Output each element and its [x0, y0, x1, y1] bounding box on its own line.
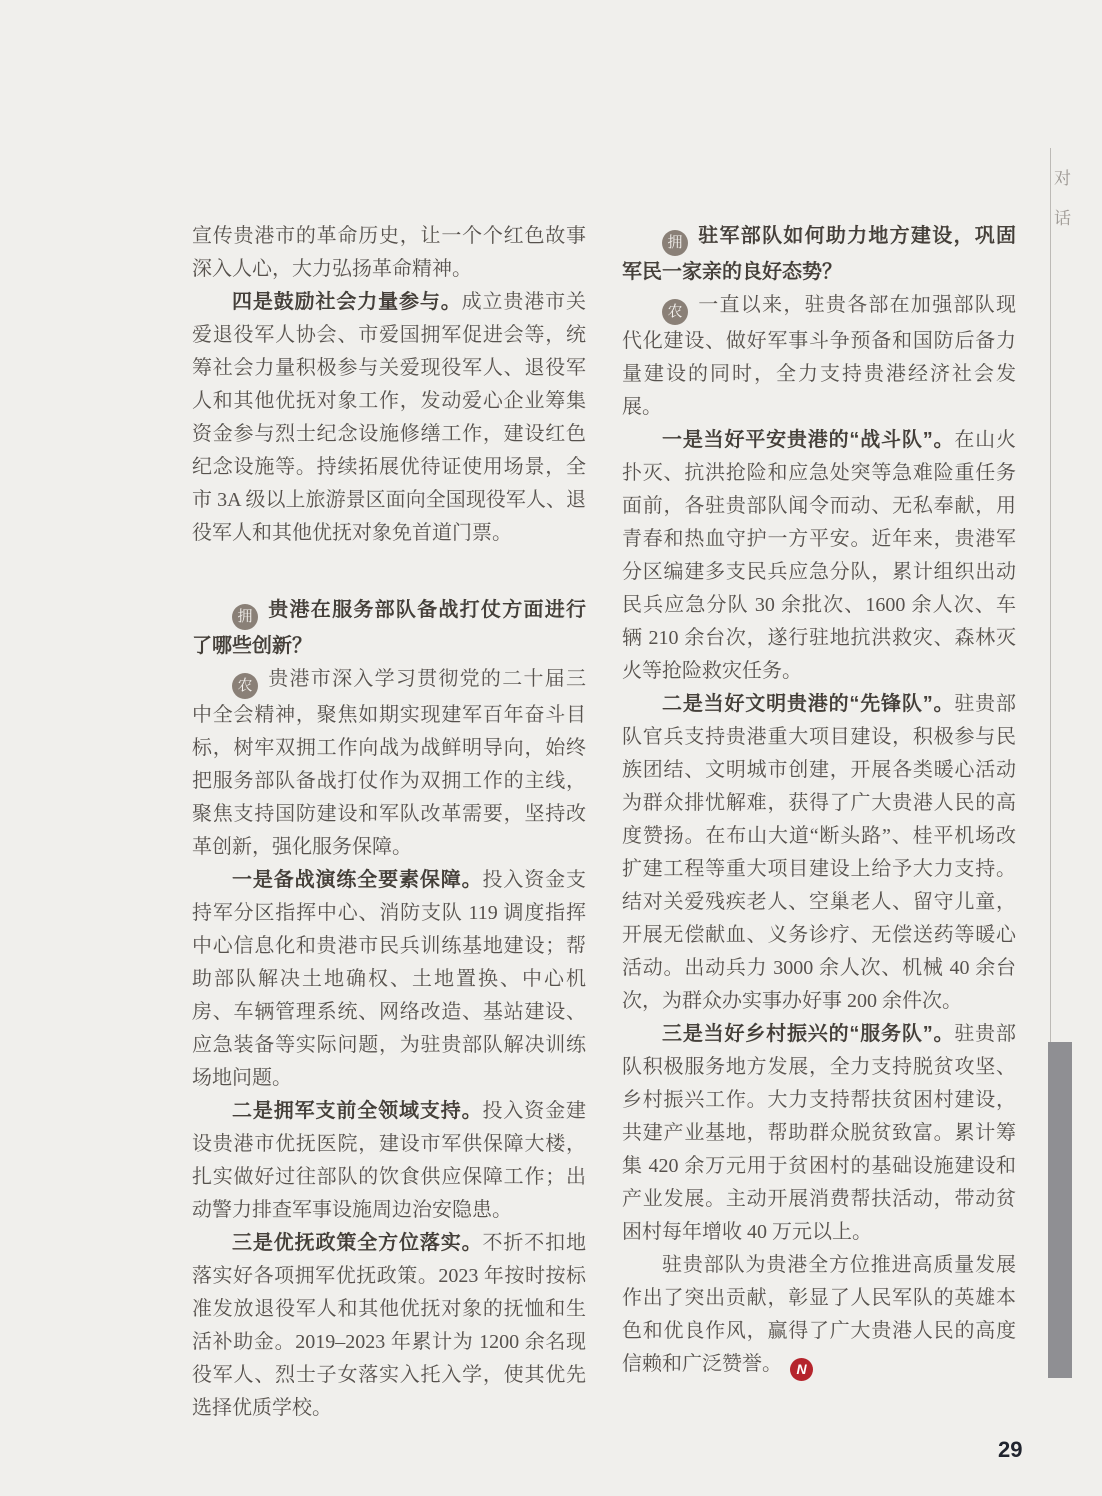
sidebar-vertical-rule — [1050, 148, 1051, 1042]
left-text-column — [192, 220, 586, 1425]
answer-paragraph: 农 一直以来，驻贵各部在加强部队现代化建设、做好军事斗争预备和国防后备力量建设的同时，全力支持贵港经济社会发展。 — [622, 294, 1016, 418]
section-label-char-2: 话 — [1054, 209, 1071, 228]
question-badge-icon: 拥 — [662, 230, 688, 256]
paragraph-lead-bold: 一是当好平安贵港的“战斗队”。 — [662, 429, 955, 451]
paragraph-lead-bold: 一是备战演练全要素保障。 — [232, 869, 483, 891]
sidebar-gray-bar — [1048, 1042, 1072, 1378]
lead-paragraph: 二是拥军支前全领域支持。投入资金建设贵港市优抚医院，建设市军供保障大楼，扎实做好过往部队的饮食供应保障工作；出动警力排查军事设施周边治安隐患。 — [192, 1100, 586, 1221]
answer-paragraph: 农 贵港市深入学习贯彻党的二十届三中全会精神，聚焦如期实现建军百年奋斗目标，树牢双拥工作向战为战鲜明导向，始终把服务部队备战打仗作为双拥工作的主线，聚焦支持国防建设和军队改革需要，坚持改革创新，强化服务保障。 — [192, 668, 586, 858]
lead-paragraph: 一是当好平安贵港的“战斗队”。在山火扑灭、抗洪抢险和应急处突等急难险重任务面前，各驻贵部队闻令而动、无私奉献，用青春和热血守护一方平安。近年来，贵港军分区编建多支民兵应急分队，累计组织出动民兵应急分队 30 余批次、1600 余人次、车辆 210 余台次，遂行驻地抗洪救灾、森林灭火等抢险救灾任务。 — [622, 429, 1017, 682]
paragraph-lead-bold: 三是当好乡村振兴的“服务队”。 — [662, 1023, 955, 1045]
section-label-char-1: 对 — [1054, 169, 1071, 188]
lead-paragraph: 三是优抚政策全方位落实。不折不扣地落实好各项拥军优抚政策。2023 年按时按标准发放退役军人和其他优抚对象的抚恤和生活补助金。2019–2023 年累计为 1200 余名现役军人、烈士子女落实入托入学，使其优先选择优质学校。 — [192, 1232, 586, 1419]
paragraph-lead-bold: 三是优抚政策全方位落实。 — [232, 1232, 483, 1254]
lead-paragraph: 二是当好文明贵港的“先锋队”。驻贵部队官兵支持贵港重大项目建设，积极参与民族团结、文明城市创建，开展各类暖心活动为群众排忧解难，获得了广大贵港人民的高度赞扬。在布山大道“断头路”、桂平机场改扩建工程等重大项目建设上给予大力支持。结对关爱残疾老人、空巢老人、留守儿童，开展无偿献血、义务诊疗、无偿送药等暖心活动。出动兵力 3000 余人次、机械 40 余台次，为群众办实事办好事 200 余件次。 — [622, 693, 1017, 1012]
closing-paragraph: 驻贵部队为贵港全方位推进高质量发展作出了突出贡献，彰显了人民军队的英雄本色和优良作风，赢得了广大贵港人民的高度信赖和广泛赞誉。 N — [622, 1249, 1016, 1381]
answer-badge-icon: 农 — [662, 299, 688, 325]
answer-badge-icon: 农 — [232, 673, 258, 699]
continuation-paragraph: 宣传贵港市的革命历史，让一个个红色故事深入人心，大力弘扬革命精神。 — [192, 225, 586, 280]
lead-paragraph: 三是当好乡村振兴的“服务队”。驻贵部队积极服务地方发展，全力支持脱贫攻坚、乡村振兴工作。大力支持帮扶贫困村建设，共建产业基地，帮助群众脱贫致富。累计筹集 420 余万元用于贫困村的基础设施建设和产业发展。主动开展消费帮扶活动，带动贫困村每年增收 40 万元以上。 — [622, 1023, 1017, 1243]
paragraph-lead-bold: 四是鼓励社会力量参与。 — [232, 291, 462, 313]
question-badge-icon: 拥 — [232, 604, 258, 630]
question-paragraph: 拥 驻军部队如何助力地方建设，巩固军民一家亲的良好态势？ — [622, 225, 1016, 283]
article-end-mark-icon: N — [790, 1358, 813, 1381]
lead-paragraph: 一是备战演练全要素保障。投入资金支持军分区指挥中心、消防支队 119 调度指挥中心信息化和贵港市民兵训练基地建设；帮助部队解决土地确权、土地置换、中心机房、车辆管理系统、网络改造、基站建设、应急装备等实际问题，为驻贵部队解决训练场地问题。 — [192, 869, 586, 1089]
question-paragraph: 拥 贵港在服务部队备战打仗方面进行了哪些创新？ — [192, 599, 586, 657]
section-label-vertical — [1054, 164, 1071, 229]
right-text-column — [622, 220, 1016, 1381]
paragraph-lead-bold: 二是拥军支前全领域支持。 — [232, 1100, 483, 1122]
page-number: 29 — [998, 1437, 1023, 1462]
paragraph-lead-bold: 二是当好文明贵港的“先锋队”。 — [662, 693, 955, 715]
lead-paragraph: 四是鼓励社会力量参与。成立贵港市关爱退役军人协会、市爱国拥军促进会等，统筹社会力量积极参与关爱现役军人、退役军人和其他优抚对象工作，发动爱心企业筹集资金参与烈士纪念设施修缮工作，建设红色纪念设施等。持续拓展优待证使用场景，全市 3A 级以上旅游景区面向全国现役军人、退役军人和其他优抚对象免首道门票。 — [192, 291, 586, 544]
